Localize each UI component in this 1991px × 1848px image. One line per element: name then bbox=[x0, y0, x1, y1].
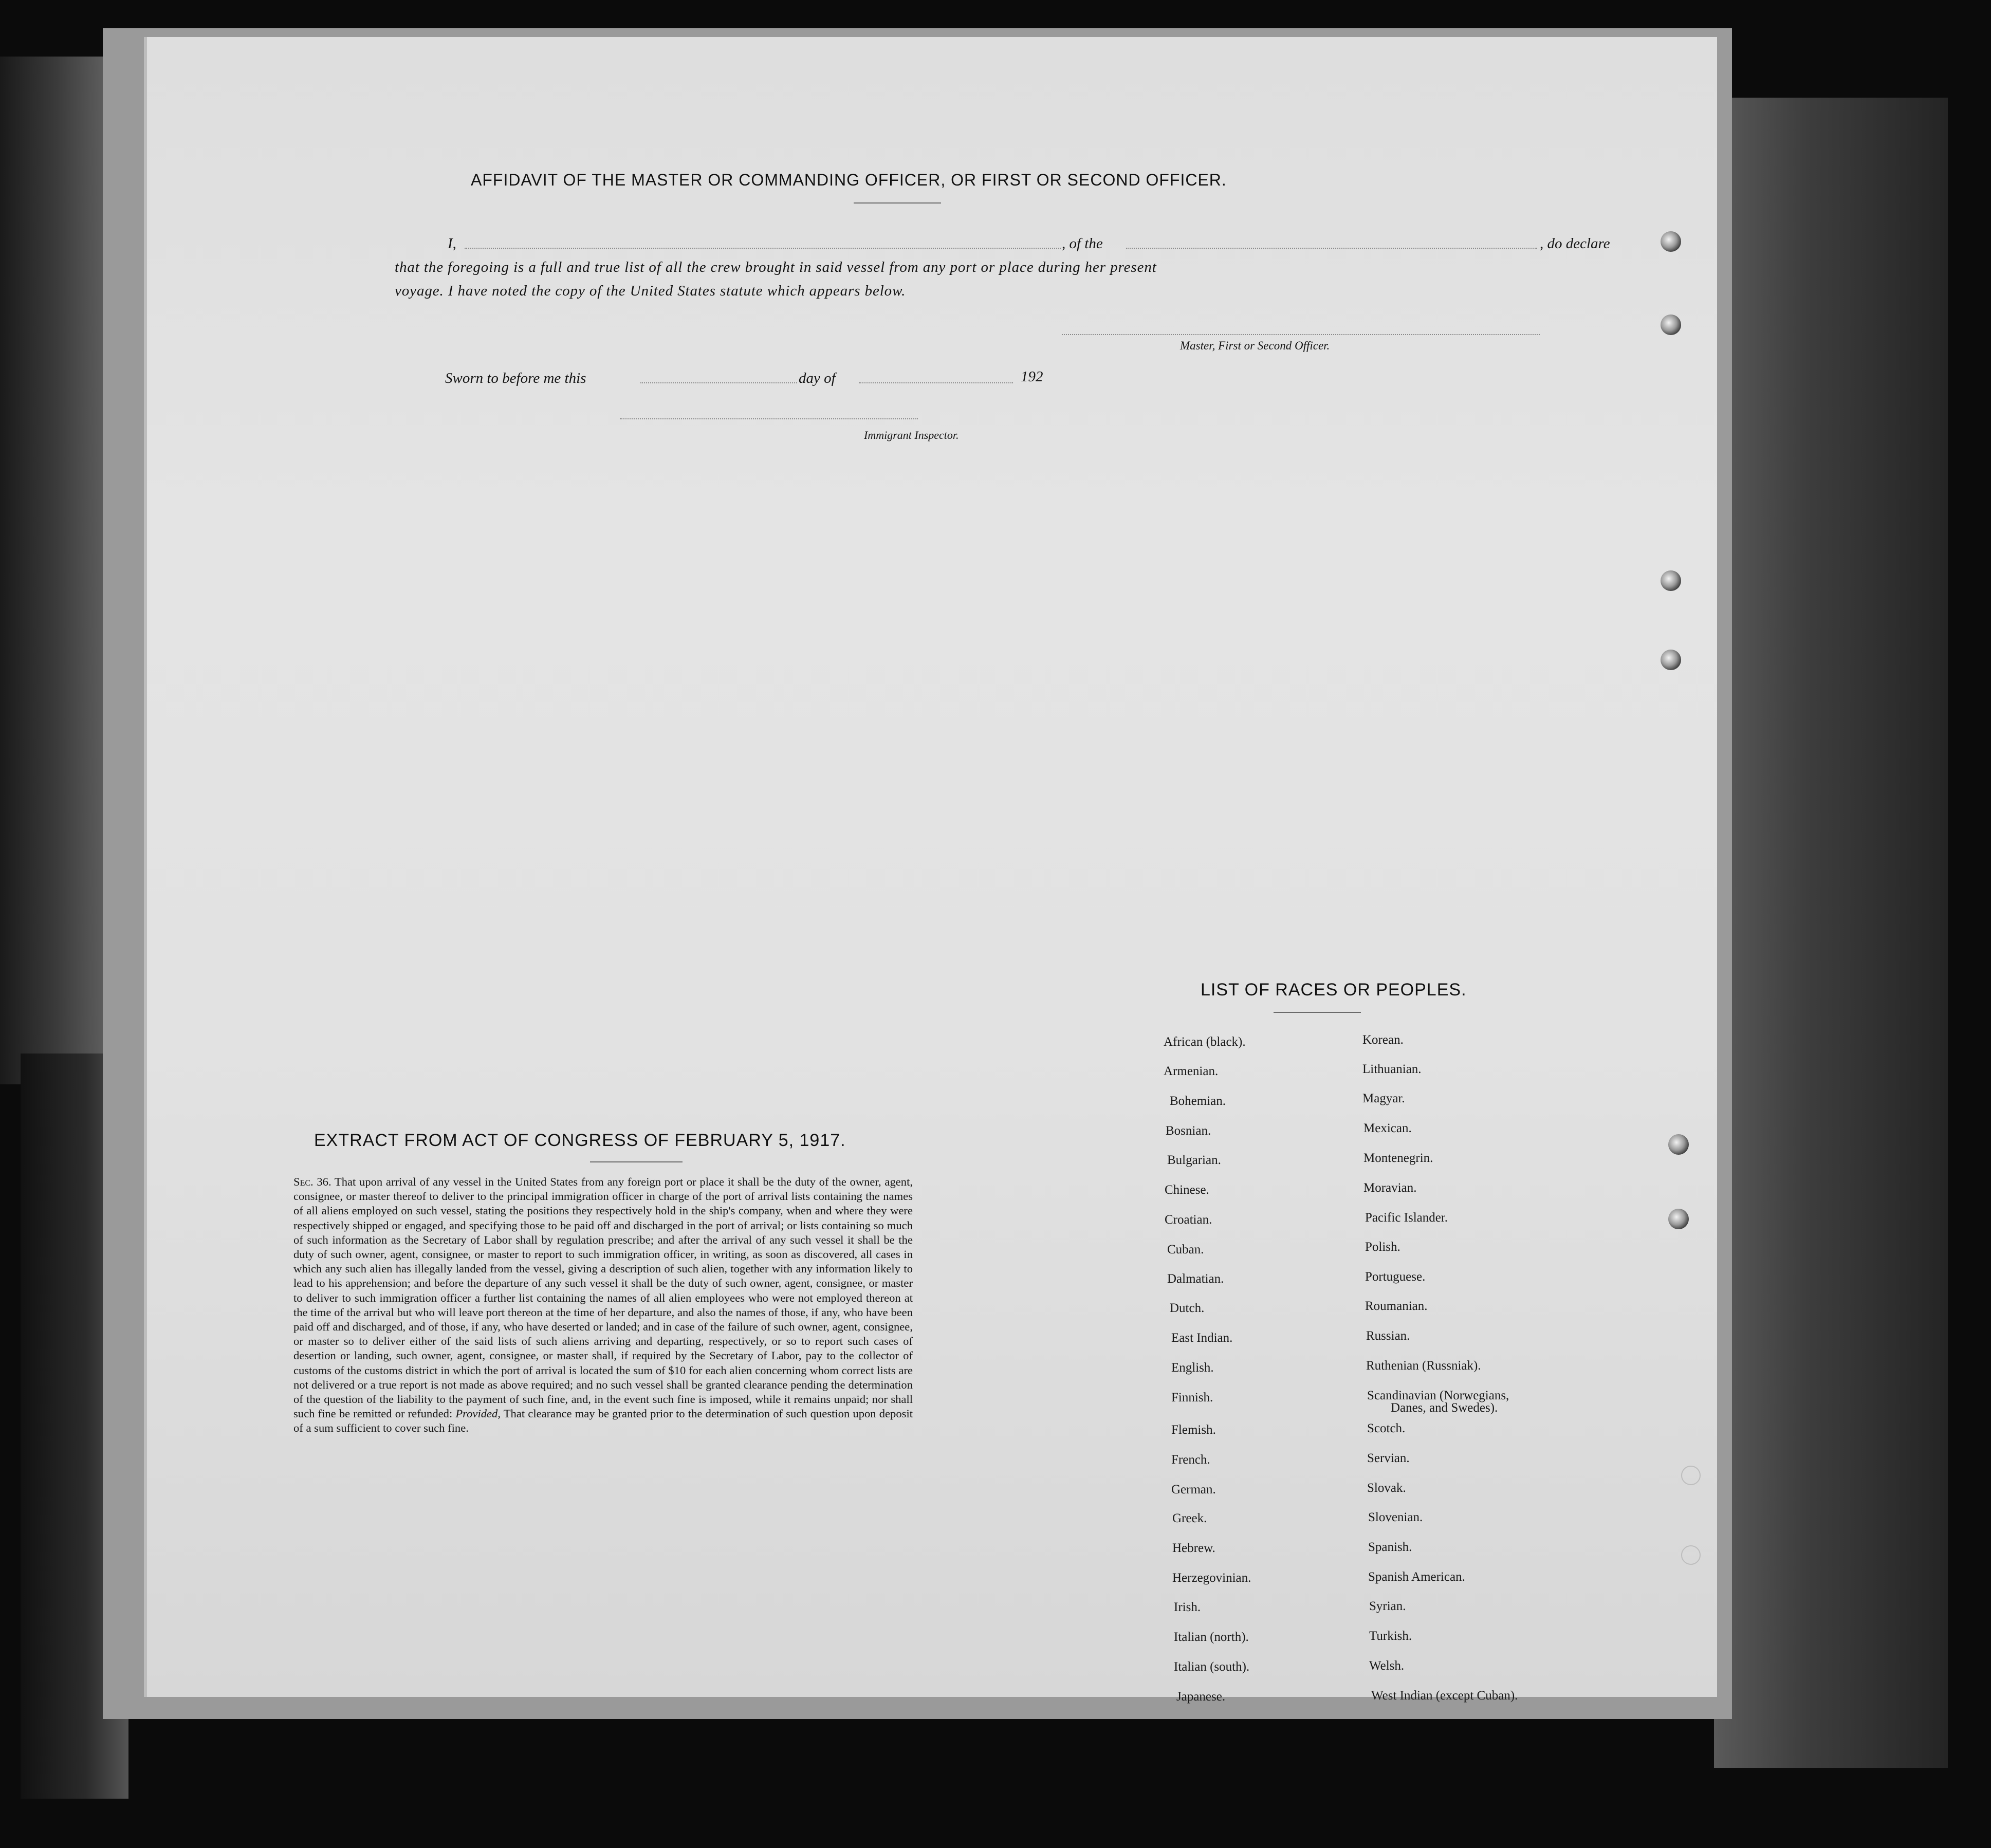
punch-hole bbox=[1668, 1209, 1689, 1229]
race-item: Pacific Islander. bbox=[1365, 1211, 1448, 1225]
declaration-of-the: , of the bbox=[1062, 235, 1103, 252]
declaration-line-2: that the foregoing is a full and true list of all the crew brought in said vessel from any port or place during her present bbox=[395, 259, 1157, 275]
races-title-underline bbox=[1274, 1012, 1361, 1013]
declaration-i: I, bbox=[448, 235, 456, 252]
race-item: African (black). bbox=[1164, 1035, 1246, 1049]
race-item: Syrian. bbox=[1369, 1599, 1406, 1613]
race-item: Polish. bbox=[1365, 1240, 1400, 1254]
race-item: French. bbox=[1171, 1453, 1210, 1467]
punch-hole bbox=[1661, 570, 1681, 591]
declaration-line-3: voyage. I have noted the copy of the United States statute which appears below. bbox=[395, 283, 906, 299]
inspector-signature-line[interactable] bbox=[620, 418, 918, 419]
sworn-month-line[interactable] bbox=[859, 382, 1013, 383]
race-item: German. bbox=[1171, 1483, 1216, 1496]
punch-hole bbox=[1661, 315, 1681, 335]
race-item: Hebrew. bbox=[1172, 1541, 1215, 1555]
inspector-caption: Immigrant Inspector. bbox=[864, 429, 959, 441]
sworn-day-of: day of bbox=[799, 370, 836, 386]
race-item: Flemish. bbox=[1171, 1423, 1216, 1437]
race-item: Japanese. bbox=[1176, 1690, 1226, 1704]
extract-body-part1: That upon arrival of any vessel in the United States from any foreign port or place it shall be the duty of the owner, agent, consignee, or master thereof to deliver to the principal immigration officer in charge of the port of arrival lists containing the names of all aliens employed on such vessel, stating the positions they respectively hold in the ship's company, when and where they were respectively shipped or engaged, and specifying those to be paid off and discharged in the port of arrival; or lists containing so much of such information as the Secretary of Labor shall by regulation prescribe; and after the arrival of any such vessel it shall be the duty of such owner, agent, consignee, or master to report to such immigration officer, in writing, as soon as discovered, all cases in which any such alien has illegally landed from the vessel, giving a description of such alien, together with any information likely to lead to his apprehension; and before the departure of any such vessel it shall be the duty of such owner, agent, consignee, or master to deliver to such immigration officer a further list containing the names of all alien employees who were not employed thereon at the time of the arrival but who will leave port thereon at the time of her departure, and also the names of those, if any, who have been paid off and discharged, and of those, if any, who have deserted or landed; and in case of the failure of such owner, agent, consignee, or master so to deliver either of the said lists of such aliens arriving and departing, respectively, or so to report such cases of desertion or landing, such owner, agent, consignee, or master shall, if required by the Secretary of Labor, pay to the collector of customs of the customs district in which the port of arrival is located the sum of $10 for each alien concerning whom correct lists are not delivered or a true report is not made as above required; and no such vessel shall be granted clearance pending the determination of the question of the liability to the payment of such fine, and, in the event such fine is imposed, while it remains unpaid; nor shall such fine be remitted or refunded: bbox=[293, 1175, 913, 1420]
race-item: West Indian (except Cuban). bbox=[1371, 1689, 1518, 1703]
master-signature-caption: Master, First or Second Officer. bbox=[1180, 339, 1330, 352]
race-item: Herzegovinian. bbox=[1172, 1571, 1251, 1585]
races-title: LIST OF RACES OR PEOPLES. bbox=[1201, 980, 1467, 1000]
extract-body-part2: That clearance may be granted prior to the determination of such question upon deposit of a sum sufficient to cover such fine. bbox=[293, 1407, 913, 1435]
race-item: Danes, and Swedes). bbox=[1391, 1401, 1498, 1415]
race-item: Cuban. bbox=[1167, 1243, 1204, 1256]
master-name-line[interactable] bbox=[465, 248, 1061, 249]
punch-hole bbox=[1661, 231, 1681, 252]
race-item: Turkish. bbox=[1369, 1629, 1412, 1643]
race-item: Russian. bbox=[1366, 1329, 1410, 1343]
extract-provided: Provided, bbox=[455, 1407, 501, 1420]
punch-hole bbox=[1681, 1545, 1701, 1565]
race-item: Roumanian. bbox=[1365, 1299, 1428, 1313]
race-item: Italian (north). bbox=[1174, 1630, 1249, 1644]
race-item: Spanish. bbox=[1368, 1540, 1412, 1554]
race-item: Slovak. bbox=[1367, 1481, 1406, 1495]
race-item: Montenegrin. bbox=[1363, 1151, 1433, 1165]
race-item: Ruthenian (Russniak). bbox=[1366, 1359, 1481, 1373]
race-item: Dutch. bbox=[1170, 1301, 1205, 1315]
adjacent-page-edge-right bbox=[1714, 98, 1948, 1768]
race-item: Bulgarian. bbox=[1167, 1153, 1221, 1167]
document-page bbox=[144, 37, 1717, 1704]
race-item: Croatian. bbox=[1165, 1213, 1212, 1227]
race-item: Bohemian. bbox=[1170, 1094, 1226, 1108]
race-item: Scandinavian (Norwegians, bbox=[1367, 1389, 1509, 1402]
race-item: Armenian. bbox=[1164, 1064, 1219, 1078]
affidavit-title: AFFIDAVIT OF THE MASTER OR COMMANDING OFFICER, OR FIRST OR SECOND OFFICER. bbox=[471, 171, 1227, 189]
sworn-prefix: Sworn to before me this bbox=[445, 370, 586, 386]
punch-hole bbox=[1668, 1134, 1689, 1155]
race-item: Italian (south). bbox=[1174, 1660, 1250, 1674]
race-item: Spanish American. bbox=[1368, 1570, 1465, 1584]
race-item: Mexican. bbox=[1363, 1121, 1412, 1135]
sworn-day-line[interactable] bbox=[640, 382, 797, 383]
race-item: East Indian. bbox=[1171, 1331, 1233, 1345]
extract-section-label: Sec. 36. bbox=[293, 1175, 331, 1188]
affidavit-title-underline bbox=[854, 202, 941, 204]
race-item: Greek. bbox=[1172, 1511, 1207, 1525]
race-item: Welsh. bbox=[1369, 1659, 1405, 1673]
punch-hole bbox=[1681, 1466, 1701, 1485]
race-item: Korean. bbox=[1362, 1033, 1404, 1047]
race-item: Lithuanian. bbox=[1362, 1062, 1422, 1076]
race-item: Irish. bbox=[1174, 1600, 1201, 1614]
race-item: Servian. bbox=[1367, 1451, 1410, 1465]
race-item: Scotch. bbox=[1367, 1421, 1406, 1435]
race-item: Finnish. bbox=[1171, 1391, 1213, 1405]
master-signature-line[interactable] bbox=[1062, 334, 1540, 335]
race-item: Chinese. bbox=[1165, 1183, 1209, 1197]
declaration-do-declare: , do declare bbox=[1540, 235, 1610, 252]
vessel-name-line[interactable] bbox=[1126, 248, 1537, 249]
race-item: Dalmatian. bbox=[1167, 1272, 1224, 1286]
extract-title: EXTRACT FROM ACT OF CONGRESS OF FEBRUARY 5, 1917. bbox=[314, 1131, 846, 1150]
race-item: Magyar. bbox=[1362, 1092, 1405, 1105]
race-item: Slovenian. bbox=[1368, 1510, 1423, 1524]
punch-hole bbox=[1661, 650, 1681, 670]
race-item: Moravian. bbox=[1363, 1181, 1417, 1195]
race-item: Bosnian. bbox=[1166, 1124, 1211, 1138]
extract-body bbox=[293, 1175, 913, 1436]
race-item: Portuguese. bbox=[1365, 1270, 1426, 1284]
extract-title-underline bbox=[590, 1161, 683, 1162]
race-item: English. bbox=[1171, 1361, 1214, 1375]
sworn-year: 192 bbox=[1021, 368, 1043, 385]
